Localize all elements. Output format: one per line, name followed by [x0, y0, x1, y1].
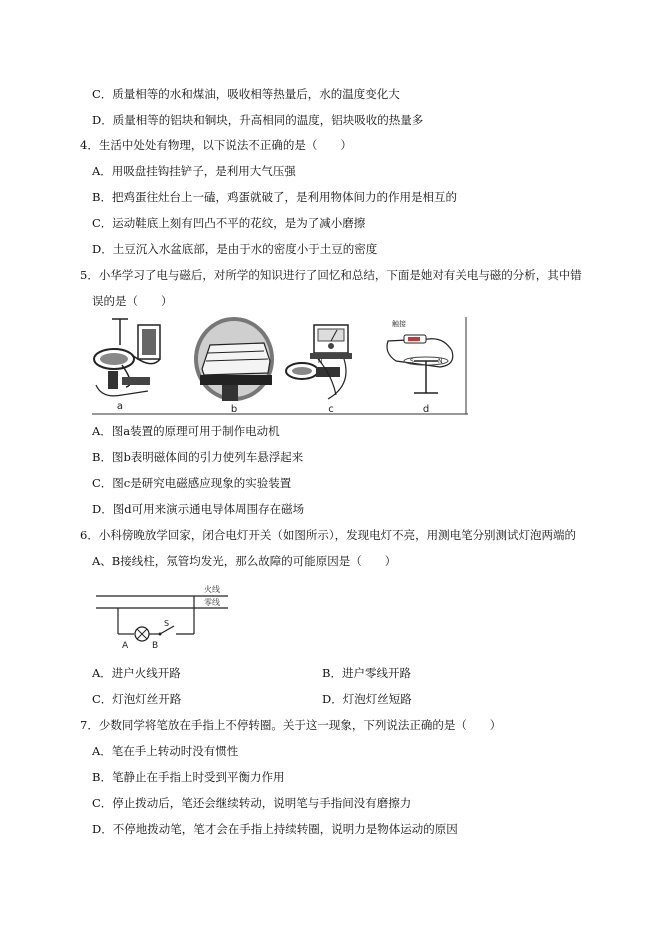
- q7-option-a: A．笔在手上转动时没有惯性: [92, 744, 239, 758]
- q5-option-c: C．图c是研究电磁感应现象的实验装置: [92, 476, 292, 490]
- figure-c-label: c: [328, 404, 334, 415]
- bulb-icon: [135, 627, 149, 641]
- switch-label: S: [164, 619, 170, 628]
- q4-option-a: A．用吸盘挂钩挂铲子，是利用大气压强: [92, 164, 296, 178]
- q6-circuit-diagram: [92, 580, 232, 652]
- svg-text:N: N: [438, 358, 443, 365]
- q4-option-d: D．土豆沉入水盆底部，是由于水的密度小于土豆的密度: [92, 242, 378, 256]
- q5-figure-panel: [92, 315, 468, 417]
- svg-text:N: N: [318, 358, 323, 365]
- live-wire-label: 火线: [204, 585, 220, 594]
- q6-option-c: C．灯泡灯丝开路: [92, 692, 182, 706]
- q6-option-d: D．灯泡灯丝短路: [322, 692, 412, 706]
- figure-a-label: a: [116, 401, 124, 412]
- q4-option-b: B．把鸡蛋往灶台上一磕，鸡蛋就破了，是利用物体间力的作用是相互的: [92, 190, 457, 204]
- q5-option-d: D．图d可用来演示通电导体周围存在磁场: [92, 502, 305, 516]
- q5-stem-line2: 误的是（ ）: [92, 294, 173, 308]
- figure-d: [387, 319, 453, 415]
- q3-option-d: D．质量相等的铝块和铜块，升高相同的温度，铝块吸收的热量多: [92, 113, 424, 127]
- svg-text:S: S: [410, 358, 414, 365]
- q6-stem-line2: A、B接线柱，氖管均发光，那么故障的可能原因是（ ）: [92, 554, 397, 568]
- figure-c: [286, 325, 352, 415]
- figure-d-top-label: 触接: [392, 320, 406, 328]
- q5-stem-line1: 5．小华学习了电与磁后，对所学的知识进行了回忆和总结，下面是她对有关电与磁的分析，其中错: [80, 268, 582, 282]
- q6-option-b: B．进户零线开路: [322, 666, 411, 680]
- q4-option-c: C．运动鞋底上刻有凹凸不平的花纹，是为了减小磨擦: [92, 216, 366, 230]
- q6-stem-line1: 6．小科傍晚放学回家，闭合电灯开关（如图所示），发现电灯不亮，用测电笔分别测试灯泡两端的: [80, 528, 577, 542]
- q7-option-c: C．停止拨动后，笔还会继续转动，说明笔与手指间没有磨擦力: [92, 796, 412, 810]
- q5-option-b: B．图b表明磁体间的引力使列车悬浮起来: [92, 450, 304, 464]
- q3-option-c: C．质量相等的水和煤油，吸收相等热量后，水的温度变化大: [92, 87, 400, 101]
- q6-option-a: A．进户火线开路: [92, 666, 181, 680]
- q4-stem: 4．生活中处处有物理，以下说法不正确的是（ ）: [80, 138, 352, 152]
- figure-a: [94, 319, 160, 412]
- q7-stem: 7．少数同学将笔放在手指上不停转圈。关于这一现象，下列说法正确的是（ ）: [80, 718, 502, 732]
- figure-b-label: b: [230, 404, 238, 415]
- q7-option-d: D．不停地拨动笔，笔才会在手指上持续转圈，说明力是物体运动的原因: [92, 822, 458, 836]
- point-b-label: B: [152, 641, 159, 651]
- point-a-label: A: [122, 641, 129, 651]
- figure-d-label: d: [422, 404, 430, 415]
- q5-option-a: A．图a装置的原理可用于制作电动机: [92, 424, 280, 438]
- q7-option-b: B．笔静止在手指上时受到平衡力作用: [92, 770, 285, 784]
- neutral-wire-label: 零线: [204, 598, 220, 607]
- figure-b: [194, 317, 274, 415]
